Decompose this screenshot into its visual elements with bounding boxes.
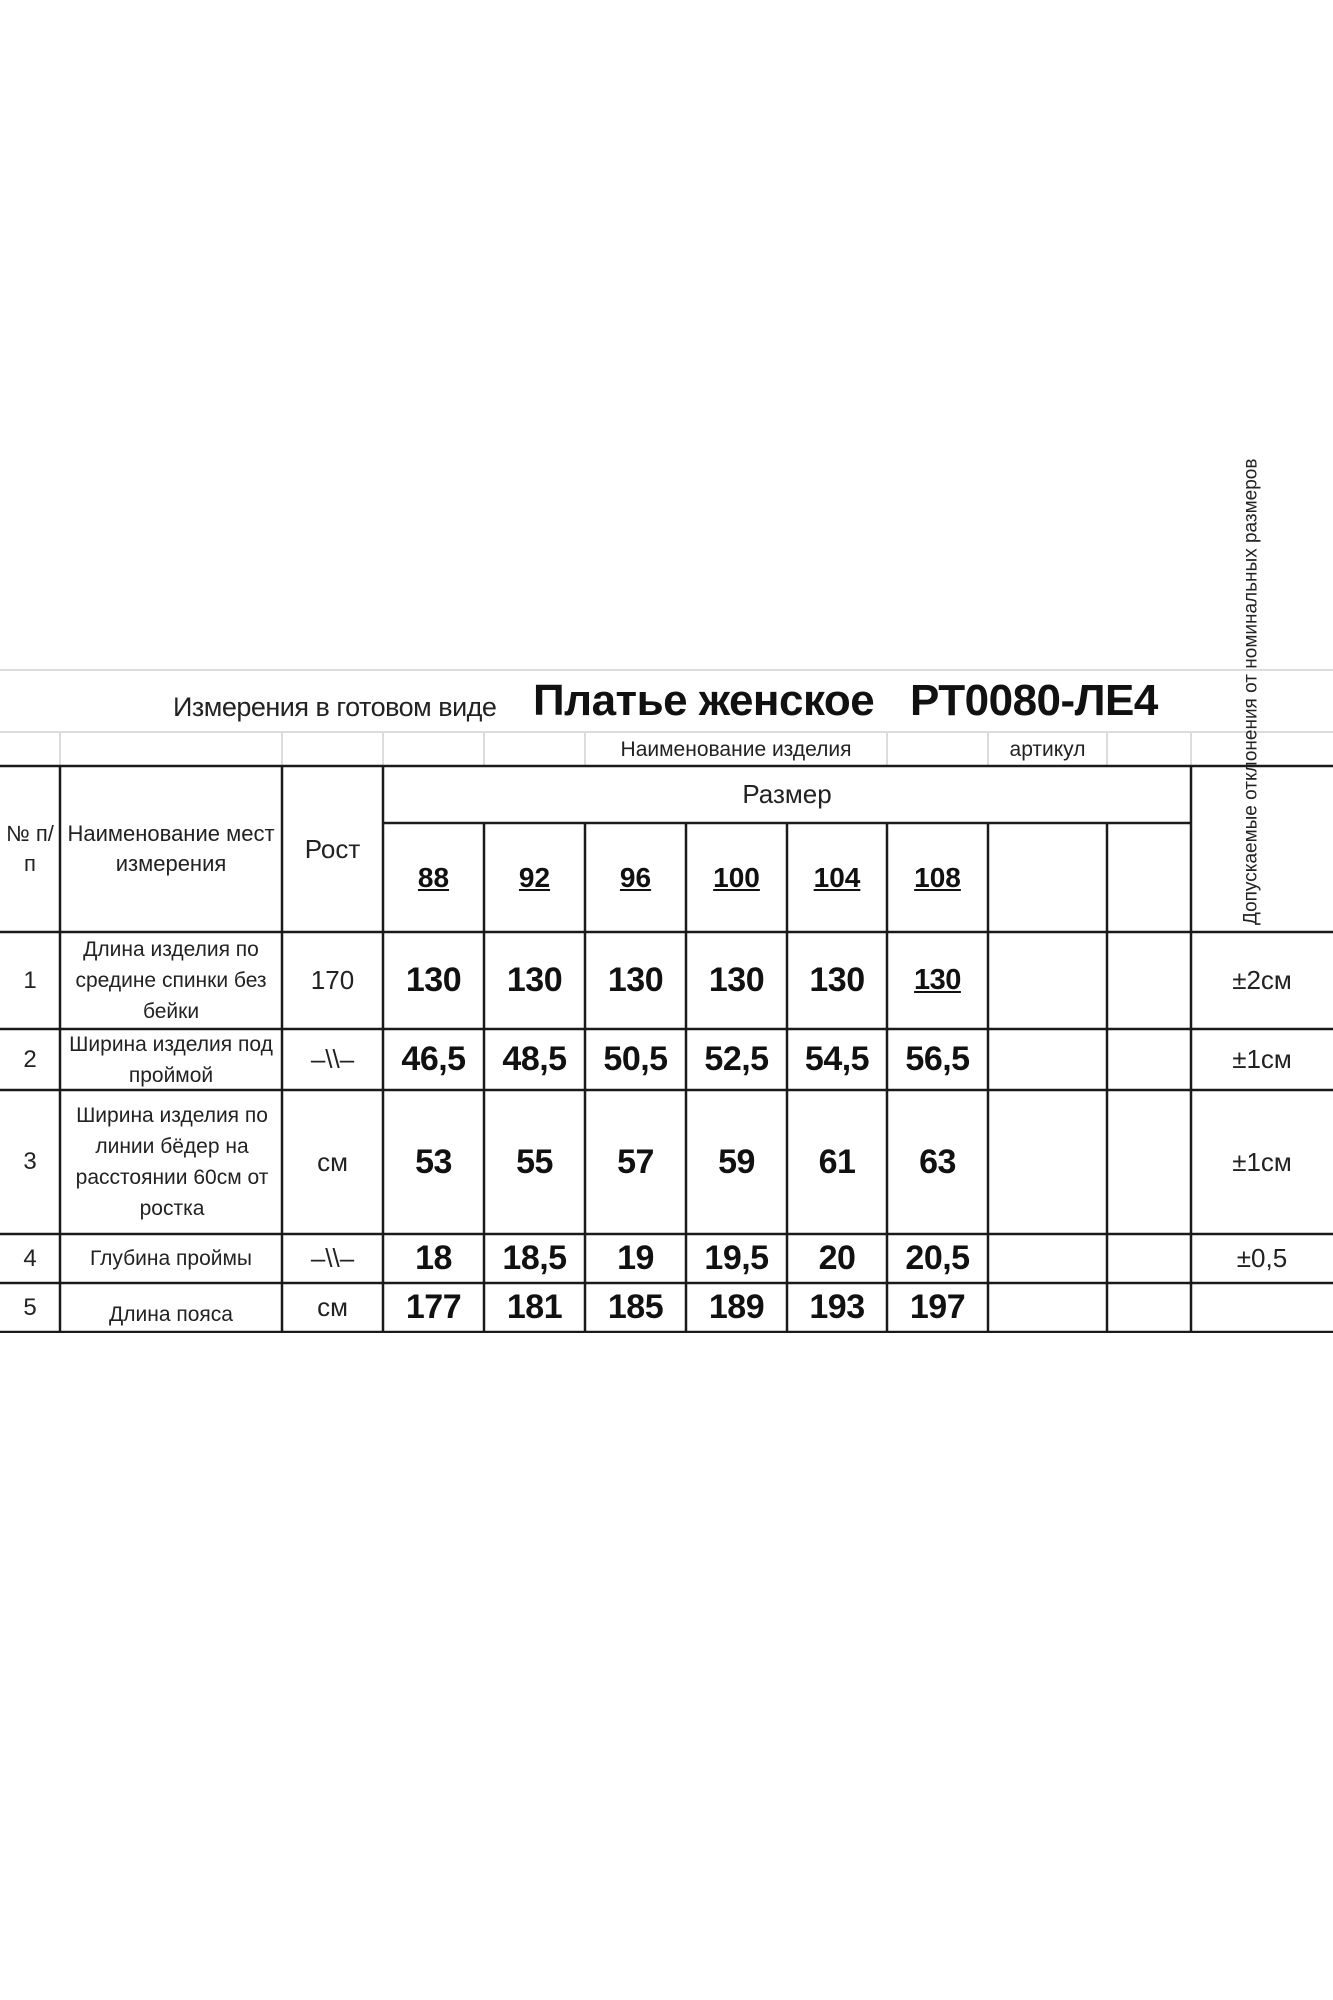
col-tolerance-header xyxy=(1191,458,1311,925)
value-cell: 19 xyxy=(617,1239,654,1277)
measurement-sheet xyxy=(0,458,1333,1333)
size-104: 104 xyxy=(813,861,861,893)
value-cell: 61 xyxy=(818,1142,856,1181)
row-name: Глубина проймы xyxy=(89,1247,253,1270)
col-name-header: Наименование мест измерения xyxy=(67,821,275,876)
row-name: Длина изделия по средине спинки без бейки xyxy=(75,938,267,1023)
value-cell: 52,5 xyxy=(704,1040,769,1078)
row-tolerance: ±2см xyxy=(1232,965,1292,995)
product-name-label: Наименование изделия xyxy=(620,737,852,761)
value-cell: 55 xyxy=(516,1142,553,1181)
product-title: Платье женское xyxy=(533,676,875,725)
row-number: 2 xyxy=(23,1045,37,1073)
value-cell: 18,5 xyxy=(502,1239,567,1277)
size-header: Размер xyxy=(742,779,832,809)
row-number: 4 xyxy=(23,1244,37,1272)
tolerance-header-text: Допускаемые отклонения от номинальных размеров xyxy=(1240,458,1262,925)
size-88: 88 xyxy=(417,861,450,893)
value-cell: 20,5 xyxy=(905,1239,970,1277)
row-number: 5 xyxy=(23,1293,37,1321)
row-height: 170 xyxy=(310,965,355,995)
col-number-header: № п/п xyxy=(6,821,54,876)
row-height: –\\– xyxy=(310,1243,355,1273)
row-name: Длина пояса xyxy=(109,1303,233,1326)
sheet-subtitle: Измерения в готовом виде xyxy=(173,692,497,722)
value-cell: 185 xyxy=(607,1288,664,1326)
value-cell: 57 xyxy=(617,1142,654,1181)
value-cell: 54,5 xyxy=(804,1040,870,1078)
row-number: 3 xyxy=(23,1148,37,1175)
value-cell: 63 xyxy=(919,1142,956,1181)
row-height: см xyxy=(317,1146,348,1177)
row-tolerance: ±1см xyxy=(1232,1044,1292,1074)
row-name: Ширина изделия под проймой xyxy=(69,1032,273,1087)
value-cell: 193 xyxy=(809,1288,865,1326)
product-article: РТ0080-ЛЕ4 xyxy=(910,676,1158,725)
row-tolerance: ±1см xyxy=(1232,1146,1292,1177)
value-cell: 20 xyxy=(818,1239,856,1277)
value-cell: 130 xyxy=(506,961,563,999)
row-name: Ширина изделия по линии бёдер на расстоянии 60см от ростка xyxy=(75,1104,269,1220)
value-cell: 50,5 xyxy=(603,1040,668,1078)
size-96: 96 xyxy=(619,861,652,893)
row-height: –\\– xyxy=(310,1044,355,1074)
value-cell: 177 xyxy=(405,1288,462,1326)
row-number: 1 xyxy=(23,966,37,994)
row-height: см xyxy=(317,1292,348,1322)
value-cell: 130 xyxy=(405,961,462,999)
size-100: 100 xyxy=(713,861,760,893)
value-cell: 130 xyxy=(607,961,664,999)
value-cell: 130 xyxy=(809,961,865,999)
value-cell: 181 xyxy=(506,1288,563,1326)
value-cell: 56,5 xyxy=(905,1040,970,1078)
size-92: 92 xyxy=(518,861,551,893)
value-cell: 189 xyxy=(708,1288,765,1326)
row-tolerance xyxy=(1191,1283,1333,1332)
value-cell: 18 xyxy=(415,1239,452,1277)
value-cell: 59 xyxy=(718,1142,755,1181)
size-108: 108 xyxy=(914,861,961,893)
value-cell: 130 xyxy=(914,964,961,996)
row-tolerance: ±0,5 xyxy=(1236,1243,1288,1273)
col-height-header: Рост xyxy=(304,833,361,864)
value-cell: 130 xyxy=(708,961,765,999)
article-label: артикул xyxy=(1009,737,1086,761)
value-cell: 46,5 xyxy=(401,1040,466,1078)
value-cell: 53 xyxy=(415,1142,452,1181)
value-cell: 48,5 xyxy=(502,1040,567,1078)
value-cell: 19,5 xyxy=(704,1239,769,1277)
value-cell: 197 xyxy=(909,1288,966,1326)
